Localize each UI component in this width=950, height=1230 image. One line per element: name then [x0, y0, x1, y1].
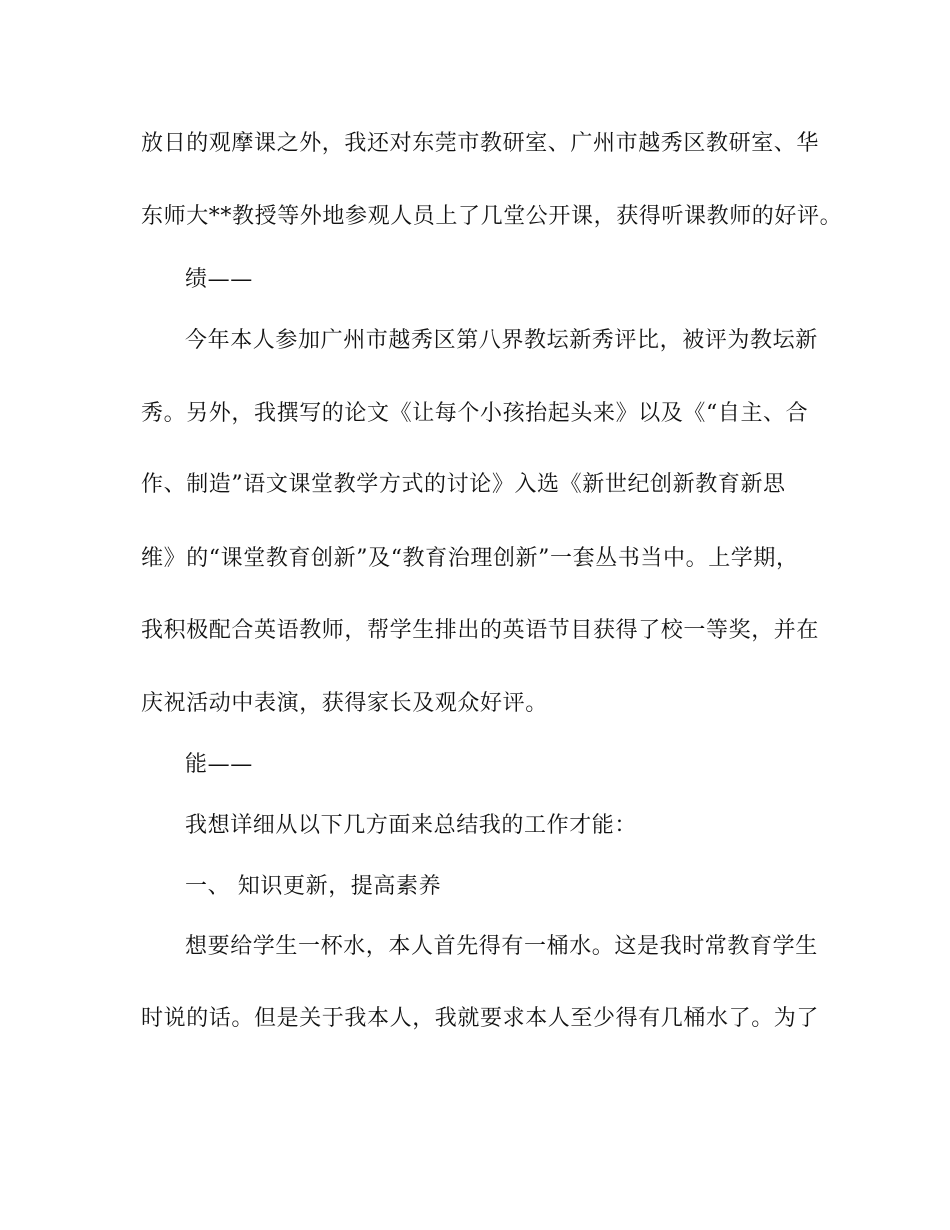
section-heading: 绩——: [185, 267, 253, 292]
paragraph-line: 想要给学生一杯水，本人首先得有一桶水。这是我时常教育学生: [185, 934, 818, 959]
paragraph-line: 放日的观摩课之外，我还对东莞市教研室、广州市越秀区教研室、华: [141, 131, 820, 156]
paragraph-line: 作、制造”语文课堂教学方式的讨论》入选《新世纪创新教育新思: [141, 472, 786, 497]
paragraph-line: 时说的话。但是关于我本人，我就要求本人至少得有几桶水了。为了: [141, 1006, 820, 1031]
paragraph-line: 我积极配合英语教师，帮学生排出的英语节目获得了校一等奖，并在: [141, 618, 820, 643]
paragraph-line: 秀。另外，我撰写的论文《让每个小孩抬起头来》以及《“自主、合: [141, 401, 809, 426]
section-heading: 能——: [185, 752, 253, 777]
paragraph-line: 庆祝活动中表演，获得家长及观众好评。: [141, 691, 548, 716]
subsection-heading: 一、 知识更新，提高素养: [185, 874, 442, 899]
paragraph-line: 维》的“课堂教育创新”及“教育治理创新”一套丛书当中。上学期，: [141, 546, 799, 571]
paragraph-line: 今年本人参加广州市越秀区第八界教坛新秀评比，被评为教坛新: [185, 328, 818, 353]
paragraph-line: 东师大**教授等外地参观人员上了几堂公开课，获得听课教师的好评。: [141, 204, 843, 229]
paragraph-line: 我想详细从以下几方面来总结我的工作才能：: [185, 813, 638, 838]
